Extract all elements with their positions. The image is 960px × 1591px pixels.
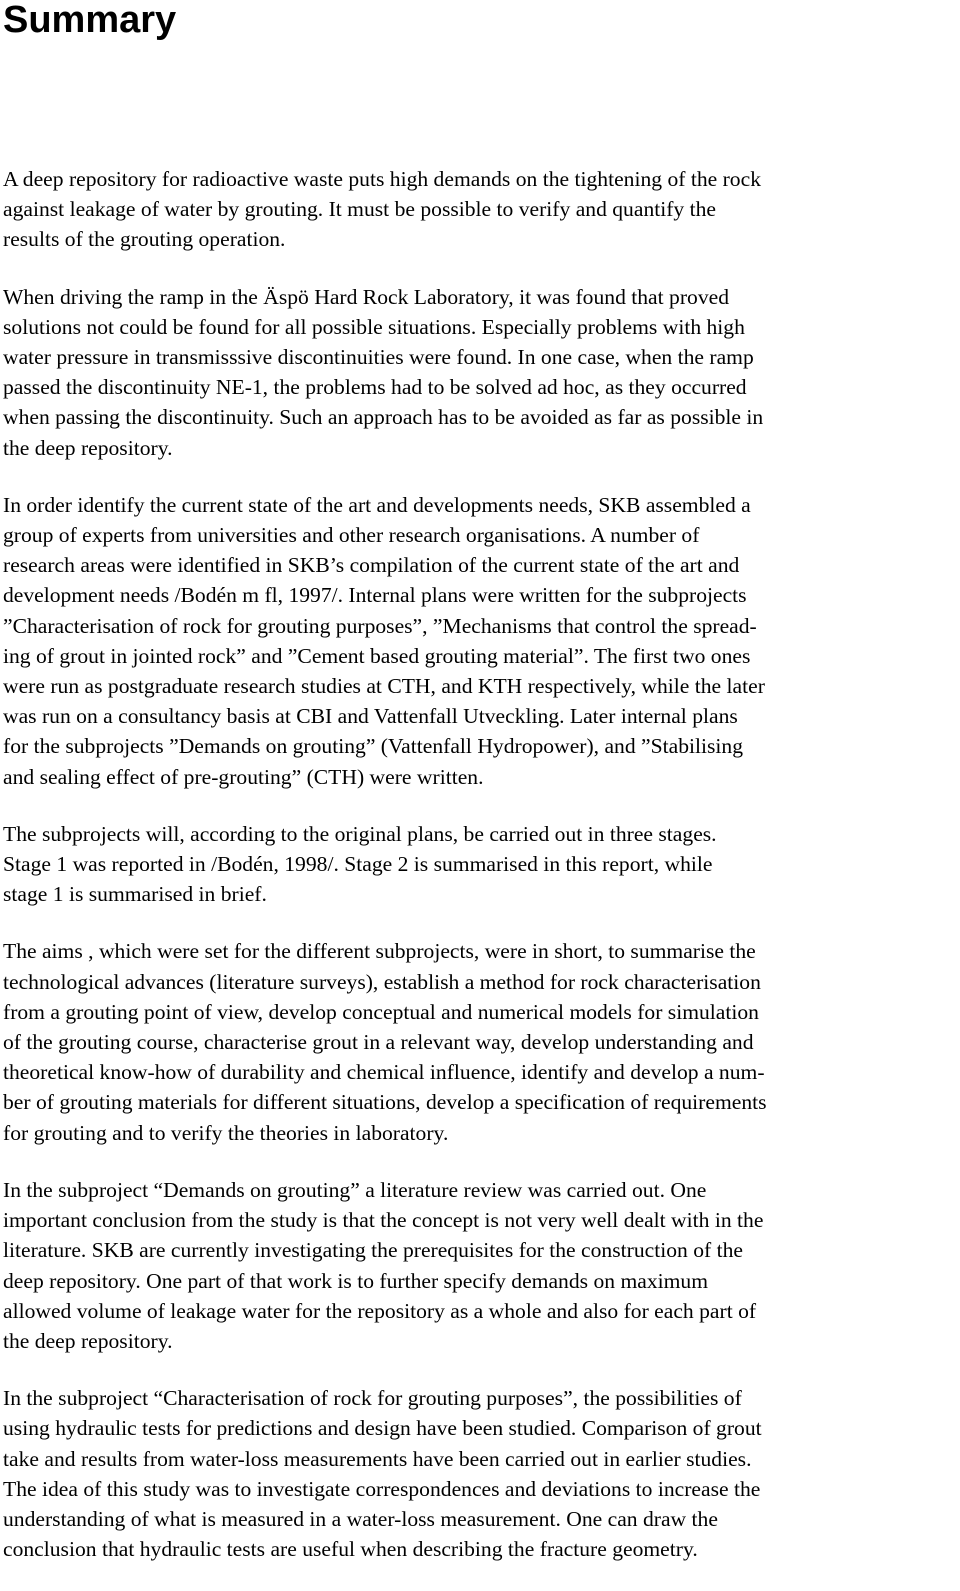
text-line: In order identify the current state of the art and developments needs, SKB assembled a bbox=[3, 492, 751, 517]
text-line: of the grouting course, characterise grout in a relevant way, develop understanding and bbox=[3, 1030, 754, 1055]
paragraph-experts bbox=[3, 490, 960, 792]
text-line: The subprojects will, according to the original plans, be carried out in three stages. bbox=[3, 821, 717, 846]
text-line: using hydraulic tests for predictions and design have been studied. Comparison of grout bbox=[3, 1416, 762, 1441]
text-line: the deep repository. bbox=[3, 1328, 173, 1353]
paragraph-demands-on-grouting bbox=[3, 1175, 960, 1356]
text-line: important conclusion from the study is that the concept is not very well dealt with in the bbox=[3, 1208, 764, 1233]
text-line: for the subprojects ”Demands on grouting” (Vattenfall Hydropower), and ”Stabilising bbox=[3, 734, 743, 759]
text-line: ing of grout in jointed rock” and ”Cement based grouting material”. The first two ones bbox=[3, 643, 751, 668]
paragraph-aims bbox=[3, 936, 960, 1147]
paragraph-intro bbox=[3, 164, 960, 255]
text-line: allowed volume of leakage water for the repository as a whole and also for each part of bbox=[3, 1298, 757, 1323]
text-line: In the subproject “Demands on grouting” a literature review was carried out. One bbox=[3, 1177, 707, 1202]
text-line: water pressure in transmisssive discontinuities were found. In one case, when the ramp bbox=[3, 345, 754, 370]
text-line: In the subproject “Characterisation of rock for grouting purposes”, the possibilities of bbox=[3, 1386, 742, 1411]
text-line: ber of grouting materials for different situations, develop a specification of requirements bbox=[3, 1090, 767, 1115]
text-line: research areas were identified in SKB’s compilation of the current state of the art and bbox=[3, 553, 740, 578]
text-line: literature. SKB are currently investigating the prerequisites for the construction of the bbox=[3, 1238, 743, 1263]
text-line: the deep repository. bbox=[3, 435, 173, 460]
text-line: take and results from water-loss measurements have been carried out in earlier studies. bbox=[3, 1446, 752, 1471]
text-line: technological advances (literature surveys), establish a method for rock characterisation bbox=[3, 969, 761, 994]
text-line: The idea of this study was to investigate correspondences and deviations to increase the bbox=[3, 1476, 761, 1501]
text-line: ”Characterisation of rock for grouting purposes”, ”Mechanisms that control the spread- bbox=[3, 613, 757, 638]
paragraph-rock-characterisation bbox=[3, 1383, 960, 1564]
text-line: from a grouting point of view, develop conceptual and numerical models for simulation bbox=[3, 999, 759, 1024]
text-line: was run on a consultancy basis at CBI and Vattenfall Utveckling. Later internal plans bbox=[3, 704, 738, 729]
text-line: were run as postgraduate research studies at CTH, and KTH respectively, while the later bbox=[3, 674, 765, 699]
text-line: for grouting and to verify the theories in laboratory. bbox=[3, 1120, 449, 1145]
text-line: understanding of what is measured in a water-loss measurement. One can draw the bbox=[3, 1506, 718, 1531]
text-line: When driving the ramp in the Äspö Hard Rock Laboratory, it was found that proved bbox=[3, 284, 730, 309]
text-line: Stage 1 was reported in /Bodén, 1998/. Stage 2 is summarised in this report, while bbox=[3, 852, 713, 877]
text-line: solutions not could be found for all possible situations. Especially problems with high bbox=[3, 314, 745, 339]
text-line: conclusion that hydraulic tests are useful when describing the fracture geometry. bbox=[3, 1537, 698, 1562]
text-line: when passing the discontinuity. Such an approach has to be avoided as far as possible in bbox=[3, 405, 764, 430]
page-title: Summary bbox=[3, 0, 177, 41]
text-line: theoretical know-how of durability and chemical influence, identify and develop a num- bbox=[3, 1060, 765, 1085]
text-line: stage 1 is summarised in brief. bbox=[3, 882, 267, 907]
text-line: group of experts from universities and other research organisations. A number of bbox=[3, 523, 700, 548]
document-body bbox=[3, 164, 960, 1591]
text-line: The aims , which were set for the different subprojects, were in short, to summarise the bbox=[3, 939, 756, 964]
text-line: results of the grouting operation. bbox=[3, 227, 286, 252]
paragraph-stages bbox=[3, 819, 960, 910]
text-line: and sealing effect of pre-grouting” (CTH) were written. bbox=[3, 764, 484, 789]
text-line: A deep repository for radioactive waste puts high demands on the tightening of the rock bbox=[3, 167, 761, 191]
text-line: development needs /Bodén m fl, 1997/. Internal plans were written for the subprojects bbox=[3, 583, 747, 608]
text-line: deep repository. One part of that work is to further specify demands on maximum bbox=[3, 1268, 709, 1293]
paragraph-aspo-ramp bbox=[3, 282, 960, 463]
text-line: against leakage of water by grouting. It must be possible to verify and quantify the bbox=[3, 197, 717, 222]
text-line: passed the discontinuity NE-1, the problems had to be solved ad hoc, as they occurred bbox=[3, 375, 747, 400]
